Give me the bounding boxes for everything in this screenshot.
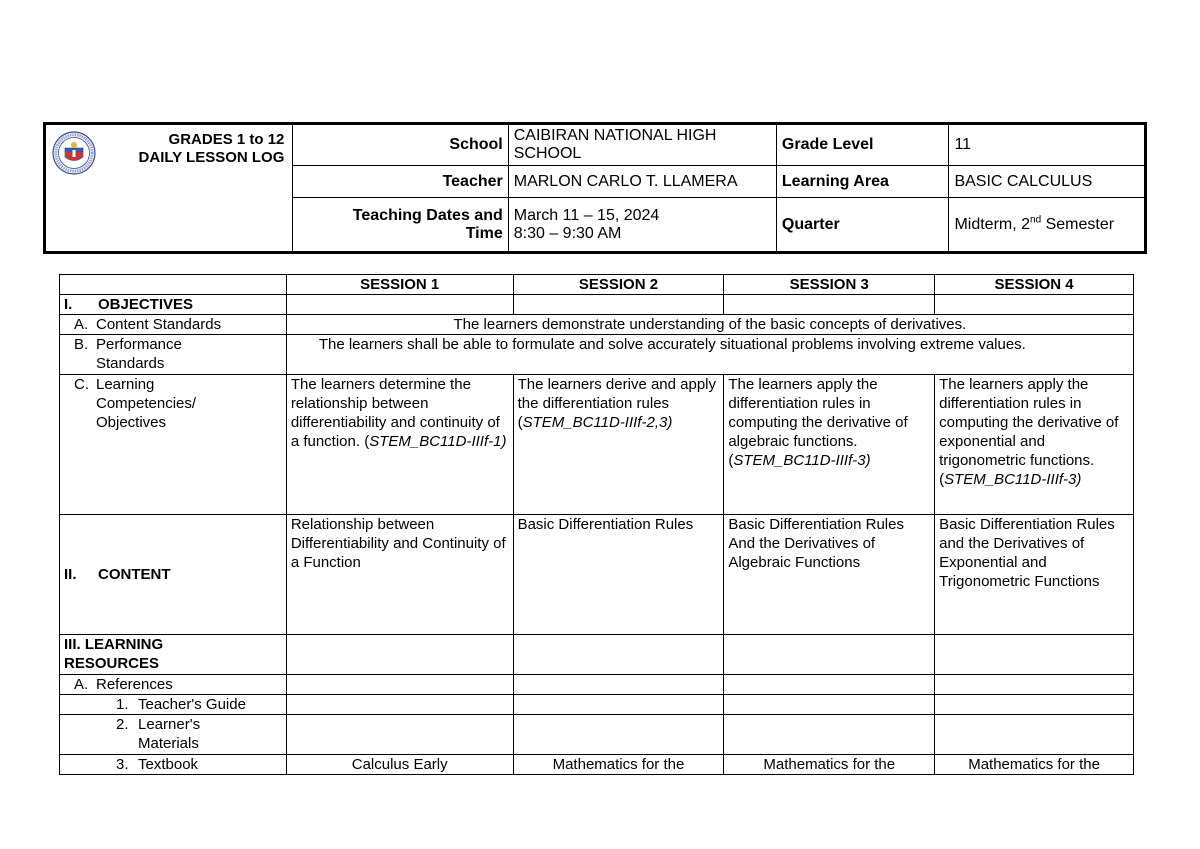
competencies-s1 — [286, 375, 513, 515]
content-standards-text: The learners demonstrate understanding of the basic concepts of derivatives. — [286, 315, 1133, 335]
competencies-label-line1: Learning — [96, 376, 155, 393]
session-header-row — [60, 275, 1134, 295]
textbook-s1: Calculus Early — [286, 755, 513, 775]
teachers-guide-label — [60, 695, 287, 715]
content-standards-label-text: Content Standards — [96, 316, 222, 333]
competencies-s2-text: The learners derive and apply the differentiation rules ( — [517, 376, 717, 431]
content-s1: Relationship between Differentiability and Continuity of a Function — [286, 515, 513, 635]
performance-standards-text: The learners shall be able to formulate and solve accurately situational problems involving extreme values. — [286, 335, 1133, 375]
content-s4: Basic Differentiation Rules and the Derivatives of Exponential and Trigonometric Functions — [935, 515, 1134, 635]
log-title — [96, 129, 286, 167]
learning-area-label — [776, 166, 949, 198]
learners-materials-num: 2. — [116, 716, 129, 733]
content-roman: II. — [64, 566, 77, 583]
competencies-label-line2: Competencies/ — [96, 395, 197, 412]
competencies-s2-code: STEM_BC11D-IIIf-2,3) — [522, 414, 673, 431]
teachers-guide-s4 — [935, 695, 1134, 715]
grade-level-label-text: Grade Level — [781, 136, 874, 153]
teachers-guide-row — [60, 695, 1134, 715]
textbook-s3: Mathematics for the — [724, 755, 935, 775]
competencies-num: C. — [74, 376, 89, 393]
references-s2 — [513, 675, 724, 695]
teacher-value-text: MARLON CARLO T. LLAMERA — [513, 172, 738, 190]
textbook-label — [60, 755, 287, 775]
resources-heading — [60, 635, 287, 675]
competencies-s1-code: STEM_BC11D-IIIf-1) — [369, 433, 507, 450]
objectives-s1 — [286, 295, 513, 315]
dates-value — [508, 198, 776, 253]
teachers-guide-s3 — [724, 695, 935, 715]
session-1-header: SESSION 1 — [286, 275, 513, 295]
content-s3: Basic Differentiation Rules And the Derivatives of Algebraic Functions — [724, 515, 935, 635]
learners-materials-s1 — [286, 715, 513, 755]
session-3-header: SESSION 3 — [724, 275, 935, 295]
objectives-s3 — [724, 295, 935, 315]
session-4-header: SESSION 4 — [935, 275, 1134, 295]
content-row — [60, 515, 1134, 635]
references-row — [60, 675, 1134, 695]
performance-standards-num: B. — [74, 336, 89, 353]
deped-seal-icon — [52, 131, 96, 175]
school-value-line1: CAIBIRAN NATIONAL HIGH — [513, 127, 717, 144]
performance-standards-label — [60, 335, 287, 375]
objectives-s4 — [935, 295, 1134, 315]
resources-s3 — [724, 635, 935, 675]
header-table — [43, 122, 1147, 254]
references-s3 — [724, 675, 935, 695]
log-title-line1: GRADES 1 to 12 — [168, 131, 285, 148]
grade-level-label — [776, 124, 949, 166]
objectives-heading — [60, 295, 287, 315]
content-s2: Basic Differentiation Rules — [513, 515, 724, 635]
competencies-s3 — [724, 375, 935, 515]
objectives-s2 — [513, 295, 724, 315]
learners-materials-s4 — [935, 715, 1134, 755]
resources-roman: III. — [64, 636, 81, 653]
dates-label-line2: Time — [465, 224, 503, 242]
competencies-label-line3: Objectives — [96, 414, 167, 431]
competencies-s2 — [513, 375, 724, 515]
resources-s1 — [286, 635, 513, 675]
textbook-label-text: Textbook — [138, 756, 199, 773]
textbook-num: 3. — [116, 756, 129, 773]
quarter-value-post: Semester — [1041, 215, 1115, 233]
teachers-guide-s1 — [286, 695, 513, 715]
competencies-row — [60, 375, 1134, 515]
grade-level-value-text: 11 — [954, 136, 972, 153]
content-heading — [60, 515, 287, 635]
competencies-s4 — [935, 375, 1134, 515]
learners-materials-s2 — [513, 715, 724, 755]
teacher-label-text: Teacher — [442, 172, 503, 190]
quarter-value-pre: Midterm, 2 — [954, 215, 1031, 233]
textbook-row — [60, 755, 1134, 775]
teacher-value — [508, 166, 776, 198]
competencies-s3-text: The learners apply the differentiation rules in computing the derivative of algebraic functions. ( — [728, 376, 908, 469]
resources-s4 — [935, 635, 1134, 675]
session-2-header: SESSION 2 — [513, 275, 724, 295]
references-num: A. — [74, 676, 89, 693]
teachers-guide-s2 — [513, 695, 724, 715]
quarter-value — [949, 198, 1146, 253]
grade-level-value — [949, 124, 1146, 166]
competencies-s3-code: STEM_BC11D-IIIf-3) — [733, 452, 871, 469]
content-standards-label — [60, 315, 287, 335]
competencies-s4-code: STEM_BC11D-IIIf-3) — [944, 471, 1082, 488]
objectives-title: OBJECTIVES — [98, 296, 194, 313]
learning-area-value-text: BASIC CALCULUS — [954, 172, 1093, 190]
textbook-s2: Mathematics for the — [513, 755, 724, 775]
teachers-guide-label-text: Teacher's Guide — [138, 696, 246, 713]
objectives-row — [60, 295, 1134, 315]
learning-area-label-text: Learning Area — [781, 172, 889, 190]
content-standards-num: A. — [74, 316, 89, 333]
teachers-guide-num: 1. — [116, 696, 129, 713]
quarter-label — [776, 198, 949, 253]
quarter-label-text: Quarter — [781, 215, 840, 233]
competencies-s4-text: The learners apply the differentiation rules in computing the derivative of exponential and trigonometric functions. ( — [939, 376, 1119, 488]
learning-area-value — [949, 166, 1146, 198]
dates-value-line1: March 11 – 15, 2024 — [513, 206, 660, 224]
quarter-value-sup: nd — [1030, 214, 1042, 226]
school-value-line2: SCHOOL — [513, 145, 582, 162]
learners-materials-label-line2: Materials — [138, 735, 199, 752]
learners-materials-row — [60, 715, 1134, 755]
performance-standards-row — [60, 335, 1134, 375]
content-standards-row — [60, 315, 1134, 335]
school-label — [293, 124, 508, 166]
references-label — [60, 675, 287, 695]
learners-materials-label — [60, 715, 287, 755]
resources-title-line1: LEARNING — [84, 636, 164, 653]
references-label-text: References — [96, 676, 173, 693]
resources-s2 — [513, 635, 724, 675]
performance-standards-label-line1: Performance — [96, 336, 182, 353]
dates-label — [293, 198, 508, 253]
lesson-table — [59, 274, 1134, 775]
resources-row — [60, 635, 1134, 675]
log-title-cell — [45, 124, 293, 253]
references-s4 — [935, 675, 1134, 695]
learners-materials-label-line1: Learner's — [138, 716, 201, 733]
competencies-s1-text: The learners determine the relationship between differentiability and continuity of a function. ( — [290, 376, 500, 450]
school-label-text: School — [449, 136, 503, 153]
dates-value-line2: 8:30 – 9:30 AM — [513, 224, 622, 242]
textbook-s4: Mathematics for the — [935, 755, 1134, 775]
session-header-blank — [60, 275, 287, 295]
objectives-roman: I. — [64, 296, 73, 313]
dates-label-line1: Teaching Dates and — [352, 206, 503, 224]
performance-standards-label-line2: Standards — [96, 355, 165, 372]
log-title-line2: DAILY LESSON LOG — [138, 149, 285, 166]
competencies-label — [60, 375, 287, 515]
content-title: CONTENT — [98, 566, 171, 583]
resources-title-line2: RESOURCES — [64, 655, 160, 672]
school-value — [508, 124, 776, 166]
learners-materials-s3 — [724, 715, 935, 755]
teacher-label — [293, 166, 508, 198]
references-s1 — [286, 675, 513, 695]
